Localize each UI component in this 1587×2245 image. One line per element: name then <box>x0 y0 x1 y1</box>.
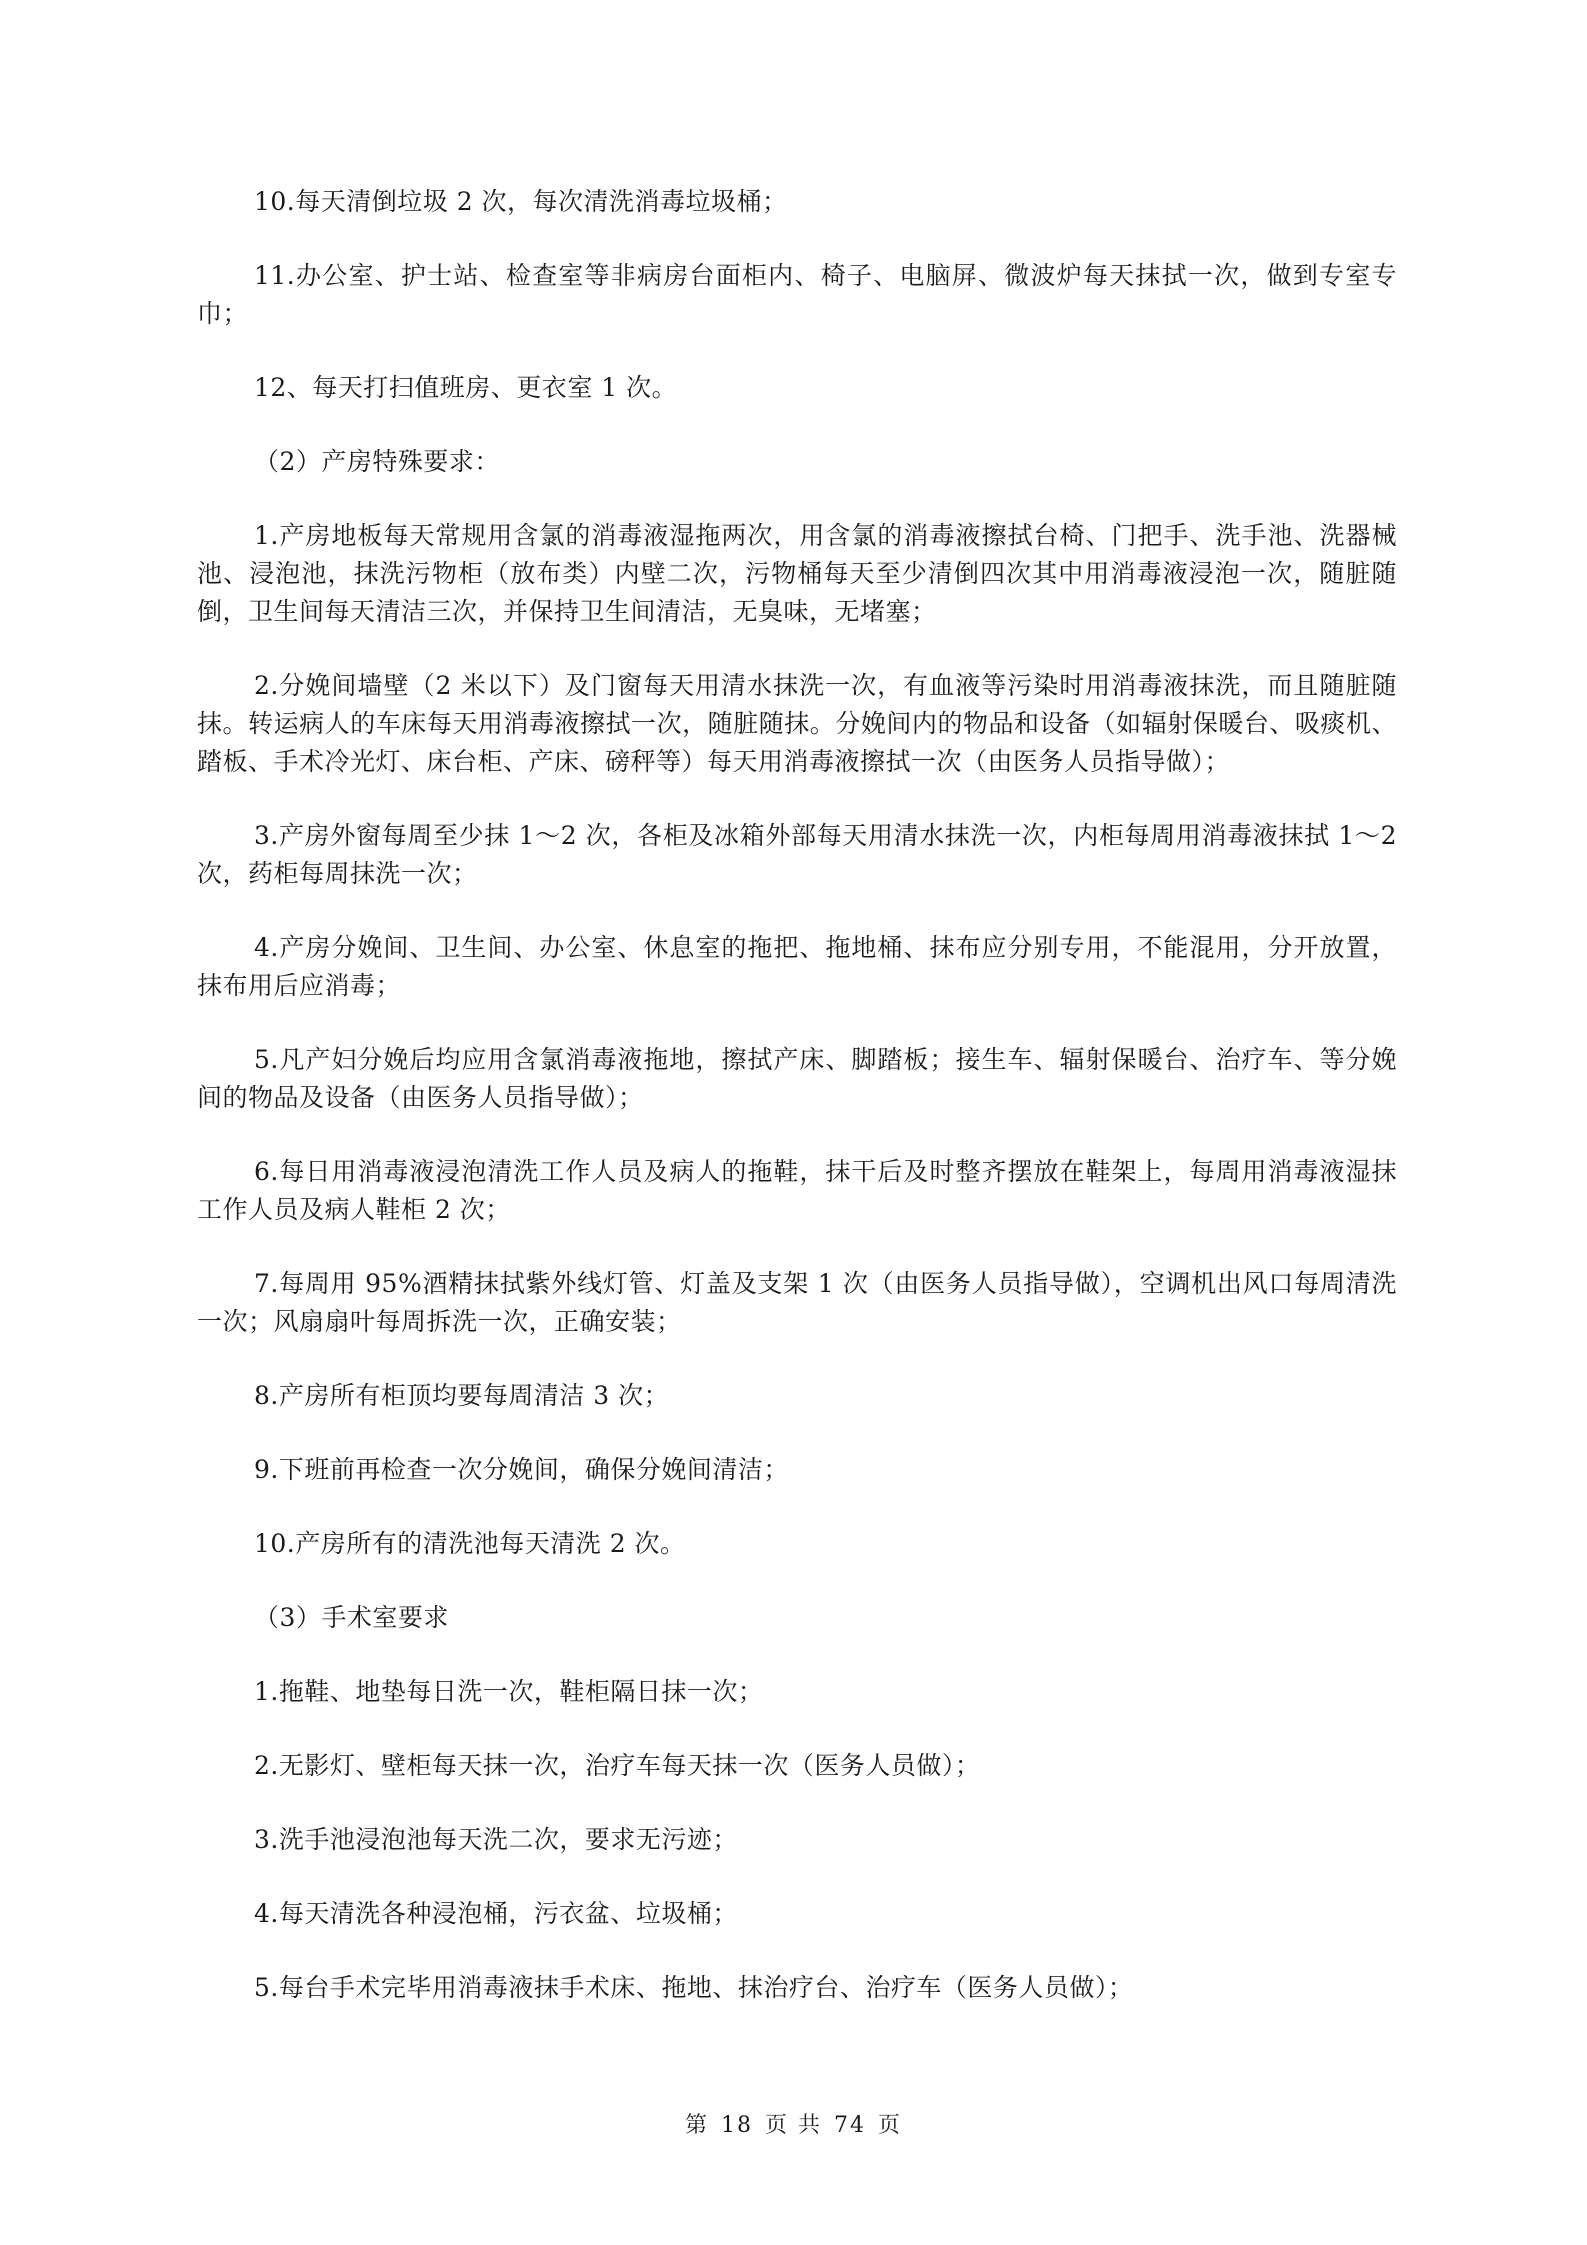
footer-suffix: 页 <box>878 2113 903 2138</box>
paragraph-or-sinks: 3.洗手池浸泡池每天洗二次，要求无污迹； <box>254 1825 738 1854</box>
paragraph-delivery-windows: 3.产房外窗每周至少抹 1～2 次，各柜及冰箱外部每天用清水抹洗一次，内柜每周用消毒液抹拭 1～2 次，药柜每周抹洗一次； <box>197 821 1397 888</box>
paragraph-or-after-surgery: 5.每台手术完毕用消毒液抹手术床、拖地、抹治疗台、治疗车（医务人员做）； <box>254 1973 1134 2002</box>
footer-middle: 页 共 <box>765 2113 822 2138</box>
paragraph-duty-room: 12、每天打扫值班房、更衣室 1 次。 <box>254 373 678 402</box>
paragraph-daily-trash: 10.每天清倒垃圾 2 次，每次清洗消毒垃圾桶； <box>254 187 788 216</box>
paragraph-uv-lamps: 7.每周用 95%酒精抹拭紫外线灯管、灯盖及支架 1 次（由医务人员指导做），空调机出风口每周清洗一次；风扇扇叶每周拆洗一次，正确安装； <box>197 1269 1397 1336</box>
page-footer <box>0 2108 1587 2139</box>
paragraph-slippers: 6.每日用消毒液浸泡清洗工作人员及病人的拖鞋，抹干后及时整齐摆放在鞋架上，每周用消毒液湿抹工作人员及病人鞋柜 2 次； <box>197 1157 1397 1224</box>
paragraph-delivery-floor: 1.产房地板每天常规用含氯的消毒液湿拖两次，用含氯的消毒液擦拭台椅、门把手、洗手池、洗器械池、浸泡池，抹洗污物柜（放布类）内壁二次，污物桶每天至少清倒四次其中用消毒液浸泡一次，随脏随倒，卫生间每天清洁三次，并保持卫生间清洁，无臭味，无堵塞； <box>197 521 1397 626</box>
paragraph-office-wiping: 11.办公室、护士站、检查室等非病房台面柜内、椅子、电脑屏、微波炉每天抹拭一次，做到专室专巾； <box>197 261 1397 328</box>
paragraph-delivery-walls: 2.分娩间墙壁（2 米以下）及门窗每天用清水抹洗一次，有血液等污染时用消毒液抹洗，而且随脏随抹。转运病人的车床每天用消毒液擦拭一次，随脏随抹。分娩间内的物品和设备（如辐射保暖台、吸痰机、踏板、手术冷光灯、床台柜、产床、磅秤等）每天用消毒液擦拭一次（由医务人员指导做）； <box>197 671 1397 776</box>
paragraph-final-check: 9.下班前再检查一次分娩间，确保分娩间清洁； <box>254 1455 789 1484</box>
section-heading-operating-room: （3）手术室要求 <box>254 1603 449 1632</box>
paragraph-or-buckets: 4.每天清洗各种浸泡桶，污衣盆、垃圾桶； <box>254 1899 738 1928</box>
footer-prefix: 第 <box>684 2113 709 2138</box>
paragraph-post-delivery: 5.凡产妇分娩后均应用含氯消毒液拖地，擦拭产床、脚踏板；接生车、辐射保暖台、治疗车、等分娩间的物品及设备（由医务人员指导做）； <box>197 1045 1397 1112</box>
paragraph-or-lamps: 2.无影灯、壁柜每天抹一次，治疗车每天抹一次（医务人员做）； <box>254 1751 981 1780</box>
page-number: 18 <box>721 2113 753 2138</box>
document-body <box>197 183 1397 2043</box>
total-pages: 74 <box>834 2113 866 2138</box>
section-heading-delivery-room: （2）产房特殊要求： <box>254 447 500 476</box>
paragraph-delivery-mops: 4.产房分娩间、卫生间、办公室、休息室的拖把、拖地桶、抹布应分别专用，不能混用，分开放置，抹布用后应消毒； <box>197 933 1397 1000</box>
paragraph-cabinet-tops: 8.产房所有柜顶均要每周清洁 3 次； <box>254 1381 670 1410</box>
paragraph-or-slippers: 1.拖鞋、地垫每日洗一次，鞋柜隔日抹一次； <box>254 1677 764 1706</box>
paragraph-sinks: 10.产房所有的清洗池每天清洗 2 次。 <box>254 1529 686 1558</box>
